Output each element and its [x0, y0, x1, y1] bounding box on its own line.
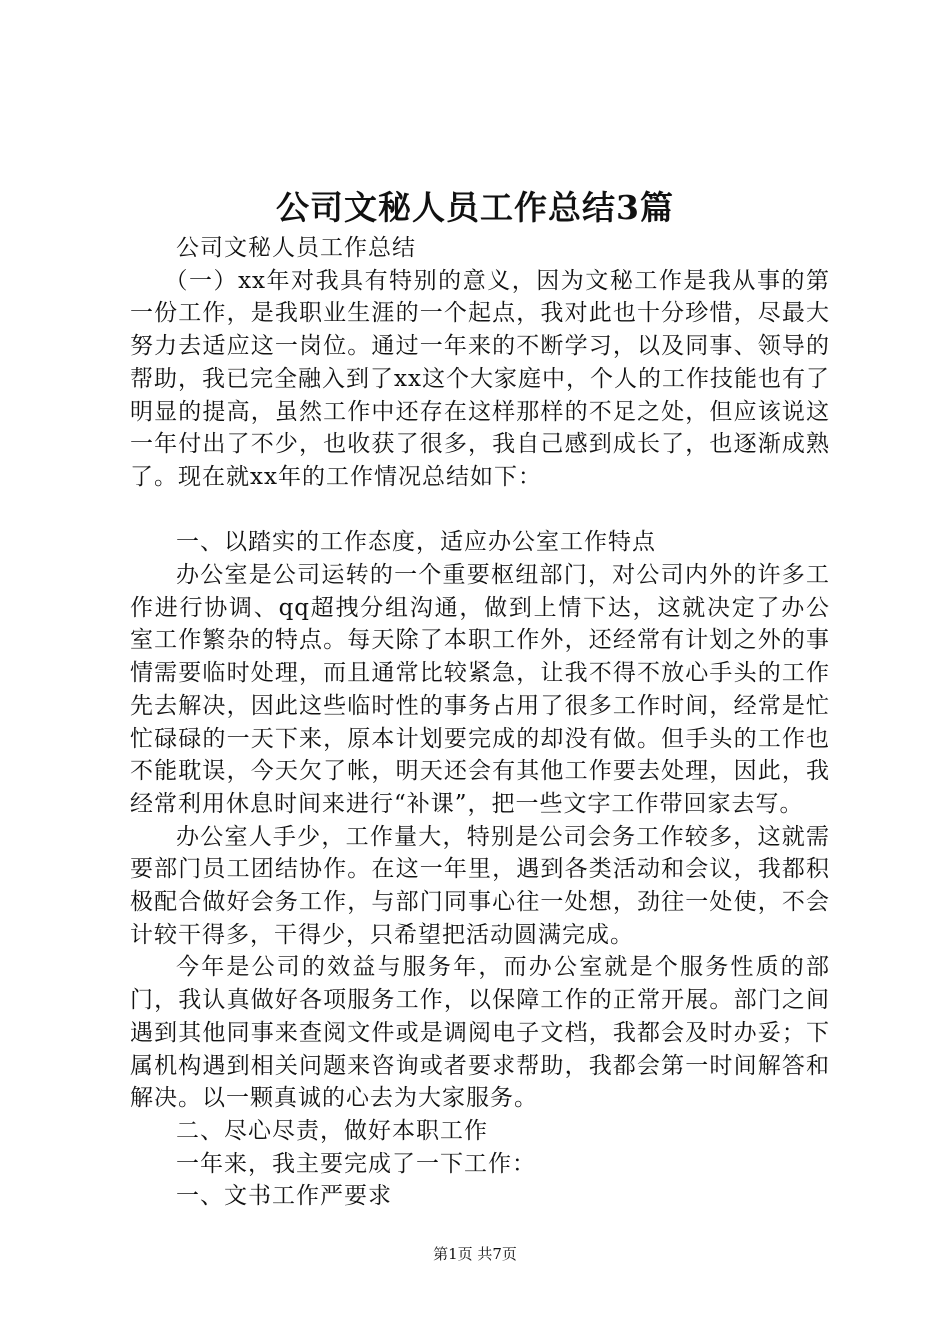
document-title: 公司文秘人员工作总结3篇: [276, 188, 674, 227]
paragraph-teamwork: 办公室人手少，工作量大，特别是公司会务工作较多，这就需要部门员工团结协作。在这一年里，遇到各类活动和会议，我都积极配合做好会务工作，与部门同事心往一处想，劲往一处使，不会计较干得多，干得少，只希望把活动圆满完成。: [130, 823, 830, 948]
paragraph-intro: （一）xx年对我具有特别的意义，因为文秘工作是我从事的第一份工作，是我职业生涯的一个起点，我对此也十分珍惜，尽最大努力去适应这一岗位。通过一年来的不断学习，以及同事、领导的帮助，我已完全融入到了xx这个大家庭中，个人的工作技能也有了明显的提高，虽然工作中还存在这样那样的不足之处，但应该说这一年付出了不少，也收获了很多，我自己感到成长了，也逐渐成熟了。现在就xx年的工作情况总结如下：: [130, 267, 830, 490]
document-body: [130, 232, 830, 1213]
subsection-heading-1: 一、文书工作严要求: [176, 1183, 392, 1210]
document-subtitle: 公司文秘人员工作总结: [176, 235, 416, 261]
paragraph-service: 今年是公司的效益与服务年，而办公室就是个服务性质的部门，我认真做好各项服务工作，以保障工作的正常开展。部门之间遇到其他同事来查阅文件或是调阅电子文档，我都会及时办妥；下属机构遇到相关问题来咨询或者要求帮助，我都会第一时间解答和解决。以一颗真诚的心去为大家服务。: [130, 954, 830, 1112]
section-heading-2: 二、尽心尽责，做好本职工作: [176, 1117, 488, 1144]
section-heading-1: 一、以踏实的工作态度，适应办公室工作特点: [176, 529, 656, 556]
paragraph-tasks-intro: 一年来，我主要完成了一下工作：: [176, 1150, 536, 1177]
paragraph-spacer: [130, 494, 830, 527]
paragraph-office-hub: 办公室是公司运转的一个重要枢纽部门，对公司内外的许多工作进行协调、qq超拽分组沟通，做到上情下达，这就决定了办公室工作繁杂的特点。每天除了本职工作外，还经常有计划之外的事情需要临时处理，而且通常比较紧急，让我不得不放心手头的工作先去解决，因此这些临时性的事务占用了很多工作时间，经常是忙忙碌碌的一天下来，原本计划要完成的却没有做。但手头的工作也不能耽误，今天欠了帐，明天还会有其他工作要去处理，因此，我经常利用休息时间来进行“补课”，把一些文字工作带回家去写。: [130, 562, 830, 817]
page-number-footer: 第1页 共7页: [433, 1245, 517, 1263]
